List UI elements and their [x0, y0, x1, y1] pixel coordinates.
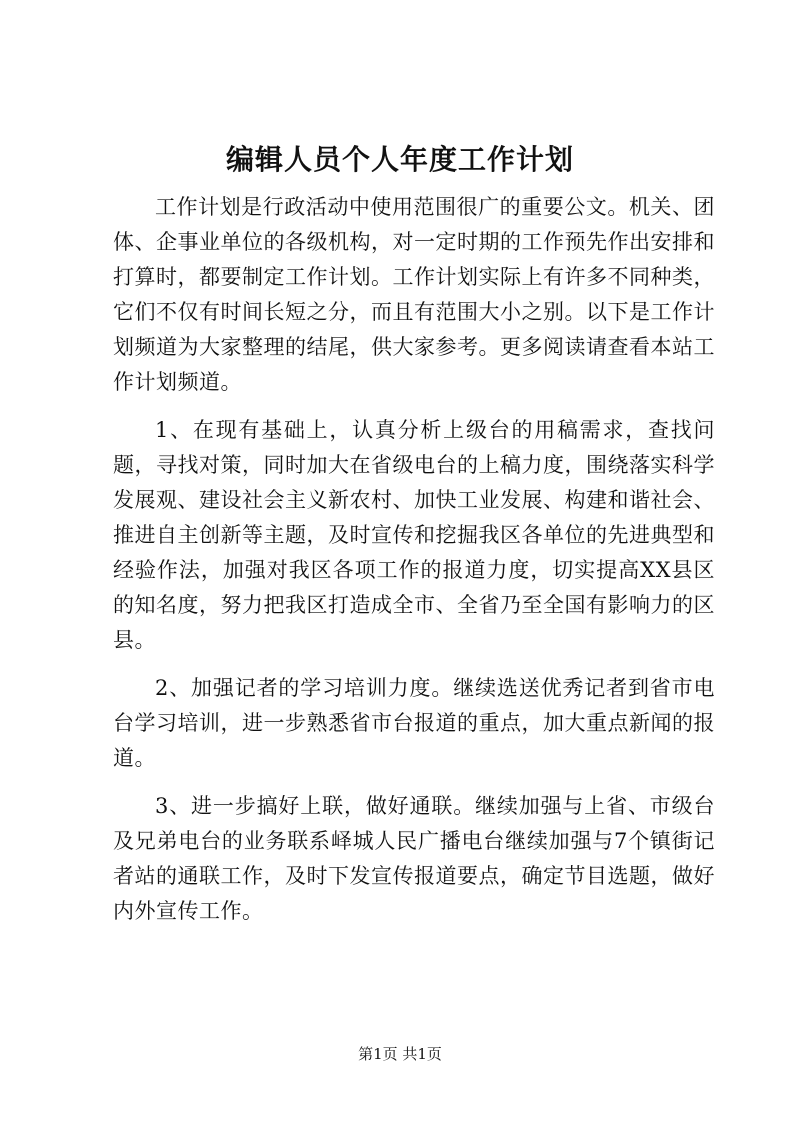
paragraph-item-2: 2、加强记者的学习培训力度。继续选送优秀记者到省市电台学习培训，进一步熟悉省市台报道的重点，加大重点新闻的报道。 [113, 676, 715, 770]
paragraph-item-1: 1、在现有基础上，认真分析上级台的用稿需求，查找问题，寻找对策，同时加大在省级电台的上稿力度，围绕落实科学发展观、建设社会主义新农村、加快工业发展、构建和谐社会、推进自主创新等主题，及时宣传和挖掘我区各单位的先进典型和经验作法，加强对我区各项工作的报道力度，切实提高XX县区的知名度，努力把我区打造成全市、全省乃至全国有影响力的区县。 [113, 418, 715, 652]
page-number-footer: 第1页 共1页 [358, 1045, 442, 1063]
document-title: 编辑人员个人年度工作计划 [225, 143, 574, 176]
paragraph-item-3: 3、进一步搞好上联，做好通联。继续加强与上省、市级台及兄弟电台的业务联系峄城人民广播电台继续加强与7个镇街记者站的通联工作，及时下发宣传报道要点，确定节目选题，做好内外宣传工作。 [113, 794, 715, 923]
document-body [113, 190, 715, 929]
paragraph-intro: 工作计划是行政活动中使用范围很广的重要公文。机关、团体、企事业单位的各级机构，对一定时期的工作预先作出安排和打算时，都要制定工作计划。工作计划实际上有许多不同种类，它们不仅有时间长短之分，而且有范围大小之别。以下是工作计划频道为大家整理的结尾，供大家参考。更多阅读请查看本站工作计划频道。 [113, 195, 715, 394]
